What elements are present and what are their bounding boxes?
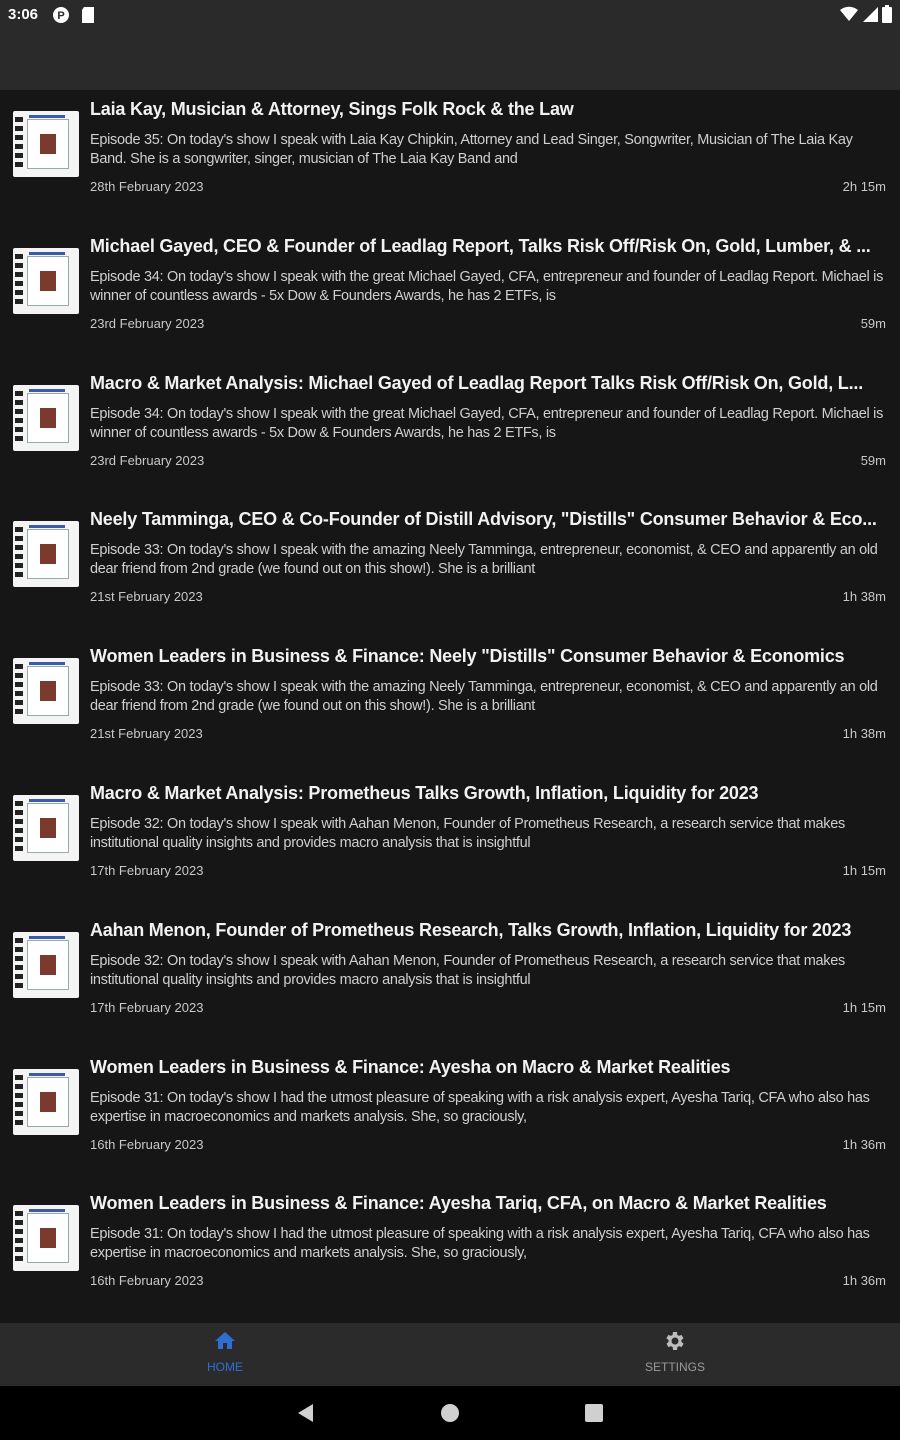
episode-duration: 1h 15m — [842, 862, 886, 878]
episode-description: Episode 34: On today's show I speak with the great Michael Gayed, CFA, entrepreneur and founder of Leadlag Report. Michael is winner of countless awards - 5x Dow & Founders Awards, he has 2 ETFs, is — [90, 405, 884, 441]
thumbnail-header — [29, 1209, 65, 1212]
status-time: 3:06 — [8, 6, 39, 23]
tab-home-label: HOME — [207, 1360, 243, 1374]
episode-item[interactable] — [0, 775, 900, 912]
episode-title: Women Leaders in Business & Finance: Ayesha Tariq, CFA, on Macro & Market Realities — [90, 1193, 827, 1214]
thumbnail-frame — [27, 529, 69, 579]
episode-title: Michael Gayed, CEO & Founder of Leadlag Report, Talks Risk Off/Risk On, Gold, Lumber, & ... — [90, 235, 871, 256]
episode-description: Episode 33: On today's show I speak with the amazing Neely Tamminga, entrepreneur, economist, & CEO and apparently an old dear friend from 2nd grade (we found out on this show!). She is a brilliant — [90, 679, 878, 715]
episode-thumbnail — [13, 932, 79, 998]
episode-date: 17th February 2023 — [90, 862, 204, 878]
battery-icon — [882, 5, 892, 23]
episode-date: 21st February 2023 — [90, 726, 203, 742]
episode-duration: 1h 38m — [842, 589, 886, 605]
episode-item[interactable] — [0, 1049, 900, 1186]
episode-thumbnail — [13, 795, 79, 861]
episode-thumbnail — [13, 248, 79, 314]
thumbnail-header — [29, 662, 65, 665]
episode-thumbnail — [13, 521, 79, 587]
episode-date: 16th February 2023 — [90, 1273, 204, 1289]
tab-settings[interactable] — [450, 1323, 900, 1386]
episode-item[interactable] — [0, 638, 900, 775]
home-button-icon[interactable] — [439, 1402, 461, 1424]
thumbnail-film-strip — [15, 117, 23, 171]
thumbnail-header — [29, 525, 65, 528]
episode-title: Laia Kay, Musician & Attorney, Sings Folk Rock & the Law — [90, 99, 574, 119]
episode-date: 17th February 2023 — [90, 999, 204, 1015]
thumbnail-film-strip — [15, 391, 23, 445]
tab-home[interactable] — [0, 1323, 450, 1386]
recents-icon[interactable] — [583, 1402, 605, 1424]
episode-thumbnail — [13, 385, 79, 451]
thumbnail-frame — [27, 940, 69, 990]
episode-description: Episode 32: On today's show I speak with Aahan Menon, Founder of Prometheus Research, a research service that makes institutional quality insights and provides macro analysis that is insightful — [90, 952, 845, 988]
episode-title: Aahan Menon, Founder of Prometheus Research, Talks Growth, Inflation, Liquidity for 2023 — [90, 919, 852, 940]
episode-thumbnail — [13, 111, 79, 177]
episode-thumbnail — [13, 658, 79, 724]
episode-thumbnail — [13, 1069, 79, 1135]
app-toolbar — [0, 30, 900, 90]
episode-description: Episode 35: On today's show I speak with Laia Kay Chipkin, Attorney and Lead Singer, Songwriter, Musician of The Laia Kay Band. She is a songwriter, singer, musician of The Laia Kay Band and — [90, 132, 853, 167]
thumbnail-photo — [40, 544, 56, 564]
episode-duration: 1h 36m — [842, 1273, 886, 1289]
episode-duration: 59m — [860, 315, 886, 331]
episode-date: 21st February 2023 — [90, 589, 203, 605]
episode-description: Episode 31: On today's show I had the utmost pleasure of speaking with a risk analysis expert, Ayesha Tariq, CFA who also has expertise in macroeconomics and markets analysis. She, so graciously, — [90, 1226, 870, 1262]
episode-item[interactable] — [0, 912, 900, 1049]
thumbnail-photo — [40, 1092, 56, 1112]
thumbnail-header — [29, 1073, 65, 1076]
thumbnail-film-strip — [15, 938, 23, 992]
episode-date: 23rd February 2023 — [90, 315, 205, 331]
episode-description: Episode 33: On today's show I speak with the amazing Neely Tamminga, entrepreneur, economist, & CEO and apparently an old dear friend from 2nd grade (we found out on this show!). She is a brilliant — [90, 542, 878, 578]
thumbnail-header — [29, 799, 65, 802]
episode-item[interactable] — [0, 501, 900, 638]
thumbnail-film-strip — [15, 1211, 23, 1265]
episode-duration: 1h 15m — [842, 999, 886, 1015]
episode-item[interactable] — [0, 91, 900, 228]
episode-item[interactable] — [0, 365, 900, 502]
gear-icon — [663, 1329, 687, 1353]
episode-date: 16th February 2023 — [90, 1136, 204, 1152]
thumbnail-photo — [40, 955, 56, 975]
signal-icon — [862, 6, 878, 22]
thumbnail-film-strip — [15, 801, 23, 855]
episode-description: Episode 34: On today's show I speak with the great Michael Gayed, CFA, entrepreneur and founder of Leadlag Report. Michael is winner of countless awards - 5x Dow & Founders Awards, he has 2 ETFs, is — [90, 268, 884, 304]
thumbnail-header — [29, 252, 65, 255]
episode-thumbnail — [13, 1205, 79, 1271]
episode-description: Episode 32: On today's show I speak with Aahan Menon, Founder of Prometheus Research, a research service that makes institutional quality insights and provides macro analysis that is insightful — [90, 815, 845, 851]
episode-description: Episode 31: On today's show I had the utmost pleasure of speaking with a risk analysis expert, Ayesha Tariq, CFA who also has expertise in macroeconomics and markets analysis. She, so graciously, — [90, 1089, 870, 1125]
thumbnail-film-strip — [15, 254, 23, 308]
system-status-icons — [840, 5, 892, 23]
episode-title: Macro & Market Analysis: Prometheus Talks Growth, Inflation, Liquidity for 2023 — [90, 782, 759, 803]
thumbnail-frame — [27, 119, 69, 169]
episode-date: 23rd February 2023 — [90, 452, 205, 468]
episode-duration: 1h 36m — [842, 1136, 886, 1152]
thumbnail-photo — [40, 1228, 56, 1248]
episode-title: Women Leaders in Business & Finance: Neely "Distills" Consumer Behavior & Economics — [90, 646, 845, 667]
thumbnail-film-strip — [15, 1075, 23, 1129]
thumbnail-photo — [40, 134, 56, 154]
system-navigation-bar — [0, 1386, 900, 1440]
thumbnail-photo — [40, 818, 56, 838]
back-icon[interactable] — [295, 1402, 317, 1424]
wifi-icon — [840, 6, 858, 22]
sd-card-icon — [80, 6, 96, 22]
thumbnail-header — [29, 115, 65, 118]
thumbnail-frame — [27, 1213, 69, 1263]
thumbnail-film-strip — [15, 664, 23, 718]
episode-date: 28th February 2023 — [90, 179, 204, 194]
episode-duration: 59m — [860, 452, 886, 468]
thumbnail-frame — [27, 803, 69, 853]
thumbnail-header — [29, 936, 65, 939]
episode-duration: 1h 38m — [842, 726, 886, 742]
thumbnail-frame — [27, 256, 69, 306]
episode-duration: 2h 15m — [842, 179, 886, 194]
home-icon — [213, 1329, 237, 1353]
episode-title: Macro & Market Analysis: Michael Gayed of Leadlag Report Talks Risk Off/Risk On, Gold, L... — [90, 372, 863, 393]
notification-p-icon — [52, 6, 68, 22]
bottom-navigation — [0, 1323, 900, 1386]
episode-title: Women Leaders in Business & Finance: Ayesha on Macro & Market Realities — [90, 1056, 731, 1077]
thumbnail-header — [29, 389, 65, 392]
episode-title: Neely Tamminga, CEO & Co-Founder of Distill Advisory, "Distills" Consumer Behavior & Eco... — [90, 509, 877, 530]
episode-list[interactable] — [0, 91, 900, 1323]
thumbnail-film-strip — [15, 527, 23, 581]
tab-settings-label: SETTINGS — [644, 1360, 705, 1374]
thumbnail-photo — [40, 681, 56, 701]
thumbnail-frame — [27, 666, 69, 716]
thumbnail-photo — [40, 408, 56, 428]
episode-item[interactable] — [0, 228, 900, 365]
thumbnail-photo — [40, 271, 56, 291]
thumbnail-frame — [27, 393, 69, 443]
svg-text:P: P — [57, 10, 65, 22]
thumbnail-frame — [27, 1077, 69, 1127]
episode-item[interactable] — [0, 1185, 900, 1322]
status-bar — [0, 0, 900, 30]
